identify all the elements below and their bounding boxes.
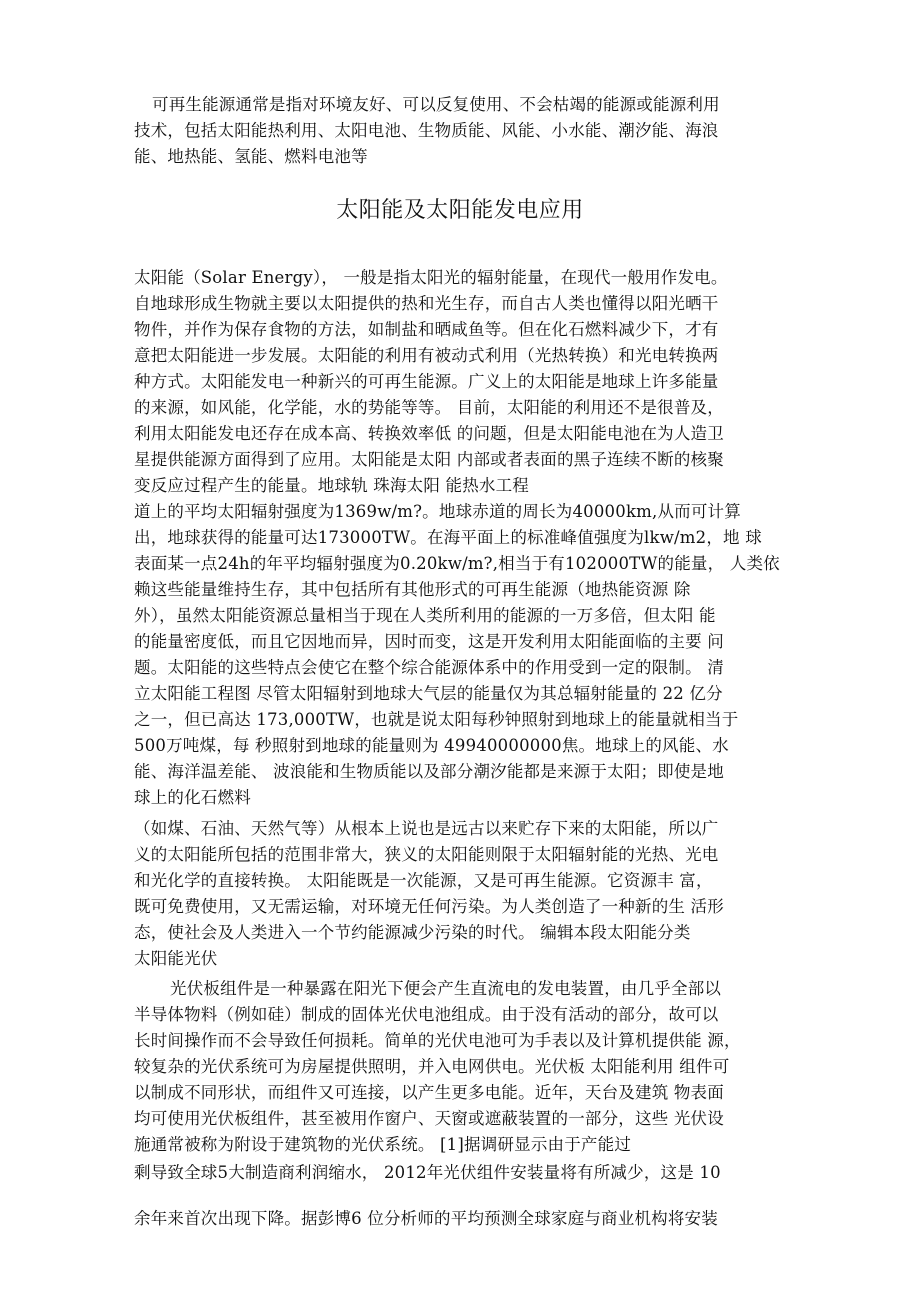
intro-line: 可再生能源通常是指对环境友好、可以反复使用、不会枯竭的能源或能源利用	[152, 95, 720, 114]
intro-line: 技术，包括太阳能热利用、太阳电池、生物质能、风能、小水能、潮汐能、海浪	[134, 121, 719, 140]
body-line: 题。太阳能的这些特点会使它在整个综合能源体系中的作用受到一定的限制。 清	[134, 658, 724, 677]
body-line: 均可使用光伏板组件，甚至被用作窗户、天窗或遮蔽装置的一部分，这些 光伏设	[134, 1109, 724, 1128]
body-line: 出，地球获得的能量可达173000TW。在海平面上的标准峰值强度为lkw/m2，地 球	[134, 528, 762, 547]
body-line: 义的太阳能所包括的范围非常大，狭义的太阳能则限于太阳辐射能的光热、光电	[134, 845, 719, 864]
body-line: 以制成不同形状，而组件又可连接，以产生更多电能。近年，天台及建筑 物表面	[134, 1083, 724, 1102]
body-line: 较复杂的光伏系统可为房屋提供照明，并入电网供电。光伏板 太阳能利用 组件可	[134, 1057, 730, 1076]
body-line: 光伏板组件是一种暴露在阳光下便会产生直流电的发电装置，由几乎全部以	[170, 979, 722, 998]
body-line: 的来源，如风能，化学能，水的势能等等。 目前，太阳能的利用还不是很普及，	[134, 398, 724, 417]
body-line: 和光化学的直接转换。 太阳能既是一次能源，又是可再生能源。它资源丰 富，	[134, 871, 713, 890]
body-line: 意把太阳能进一步发展。太阳能的利用有被动式利用（光热转换）和光电转换两	[134, 346, 719, 365]
body-line: 球上的化石燃料	[134, 788, 251, 807]
body-line: 种方式。太阳能发电一种新兴的可再生能源。广义上的太阳能是地球上许多能量	[134, 372, 719, 391]
body-line: 外），虽然太阳能资源总量相当于现在人类所利用的能源的一万多倍，但太阳 能	[134, 606, 716, 625]
body-line: 500万吨煤，每 秒照射到地球的能量则为 49940000000焦。地球上的风能、水	[134, 736, 729, 755]
body-line: 太阳能（Solar Energy）， 一般是指太阳光的辐射能量，在现代一般用作发电。	[134, 268, 728, 287]
body-line: 立太阳能工程图 尽管太阳辐射到地球大气层的能量仅为其总辐射能量的 22 亿分	[134, 684, 723, 703]
body-line: 能、海洋温差能、 波浪能和生物质能以及部分潮汐能都是来源于太阳；即使是地	[134, 762, 724, 781]
body-line: 剩导致全球5大制造商利润缩水， 2012年光伏组件安装量将有所减少，这是 10	[134, 1163, 721, 1182]
section-title: 太阳能及太阳能发电应用	[336, 198, 584, 223]
body-line: 赖这些能量维持生存，其中包括所有其他形式的可再生能源（地热能资源 除	[134, 580, 691, 599]
intro-line: 能、地热能、氢能、燃料电池等	[134, 147, 368, 166]
body-line: 施通常被称为附设于建筑物的光伏系统。 [1]据调研显示由于产能过	[134, 1135, 632, 1154]
body-line: （如煤、石油、天然气等）从根本上说也是远古以来贮存下来的太阳能，所以广	[134, 819, 719, 838]
body-line: 道上的平均太阳辐射强度为1369w/m?。地球赤道的周长为40000km,从而可计算	[134, 502, 741, 521]
body-line: 变反应过程产生的能量。地球轨 珠海太阳 能热水工程	[134, 476, 529, 495]
body-line: 既可免费使用，又无需运输，对环境无任何污染。为人类创造了一种新的生 活形	[134, 897, 724, 916]
body-line: 自地球形成生物就主要以太阳提供的热和光生存，而自古人类也懂得以阳光晒干	[134, 294, 719, 313]
body-line: 的能量密度低，而且它因地而异，因时而变，这是开发利用太阳能面临的主要 问	[134, 632, 724, 651]
body-line: 星提供能源方面得到了应用。太阳能是太阳 内部或者表面的黑子连续不断的核聚	[134, 450, 724, 469]
body-line: 态，使社会及人类进入一个节约能源减少污染的时代。 编辑本段太阳能分类	[134, 923, 691, 942]
body-line: 利用太阳能发电还存在成本高、转换效率低 的问题，但是太阳能电池在为人造卫	[134, 424, 724, 443]
body-line: 半导体物料（例如硅）制成的固体光伏电池组成。由于没有活动的部分，故可以	[134, 1005, 719, 1024]
body-line: 太阳能光伏	[134, 949, 218, 968]
body-line: 物件，并作为保存食物的方法，如制盐和晒咸鱼等。但在化石燃料减少下，才有	[134, 320, 719, 339]
body-line: 长时间操作而不会导致任何损耗。简单的光伏电池可为手表以及计算机提供能 源，	[134, 1031, 741, 1050]
body-line: 余年来首次出现下降。据彭博6 位分析师的平均预测全球家庭与商业机构将安装	[134, 1209, 718, 1228]
body-line: 之一，但已高达 173,000TW，也就是说太阳每秒钟照射到地球上的能量就相当于	[134, 710, 739, 729]
body-line: 表面某一点24h的年平均辐射强度为0.20kw/m?,相当于有102000TW的能量， 人类依	[134, 554, 780, 573]
